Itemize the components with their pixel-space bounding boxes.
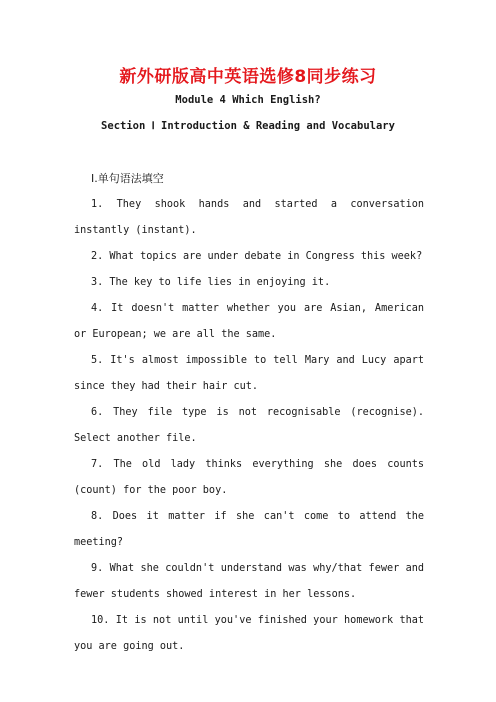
part-heading: Ⅰ.单句语法填空	[91, 172, 164, 185]
exercise-item: 9. What she couldn't understand was why/that fewer and fewer students showed interest in her lessons.	[74, 563, 424, 600]
section-title: Section Ⅰ Introduction & Reading and Vocabulary	[101, 120, 395, 132]
exercise-list	[74, 192, 424, 660]
exercise-item: 10. It is not until you've finished your homework that you are going out.	[74, 615, 424, 652]
exercise-item: 6. They file type is not recognisable (recognise). Select another file.	[74, 407, 424, 444]
exercise-item: 7. The old lady thinks everything she does counts (count) for the poor boy.	[74, 459, 424, 496]
exercise-item: 4. It doesn't matter whether you are Asian, American or European; we are all the same.	[74, 303, 424, 340]
module-title: Module 4 Which English?	[175, 94, 321, 106]
document-title: 新外研版高中英语选修8同步练习	[119, 67, 377, 87]
exercise-item: 3. The key to life lies in enjoying it.	[91, 277, 331, 288]
exercise-item: 2. What topics are under debate in Congress this week?	[91, 251, 423, 262]
exercise-item: 1. They shook hands and started a conversation instantly (instant).	[74, 199, 424, 236]
exercise-item: 8. Does it matter if she can't come to attend the meeting?	[74, 511, 424, 548]
exercise-item: 5. It's almost impossible to tell Mary and Lucy apart since they had their hair cut.	[74, 355, 424, 392]
